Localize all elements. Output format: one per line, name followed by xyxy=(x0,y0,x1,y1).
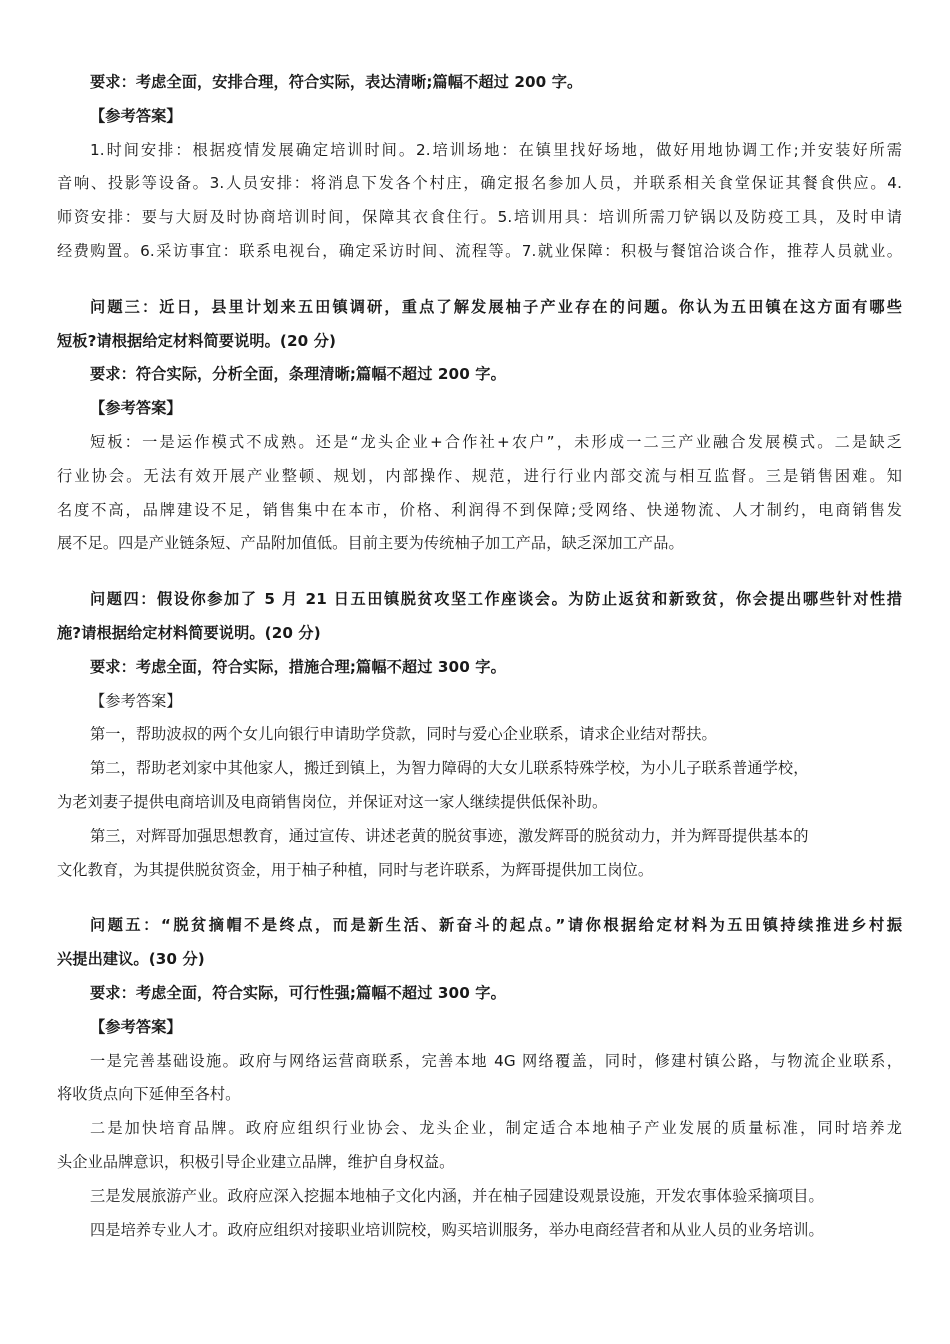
q5-answer-line: 一是完善基础设施。政府与网络运营商联系，完善本地 4G 网络覆盖，同时，修建村镇公路，与物流企业联系， xyxy=(90,1051,902,1070)
q3-question-line: 问题三：近日，县里计划来五田镇调研，重点了解发展柚子产业存在的问题。你认为五田镇在这方面有哪些 xyxy=(90,297,902,316)
q4-answer-line: 第一，帮助波叔的两个女儿向银行申请助学贷款，同时与爱心企业联系，请求企业结对帮扶。 xyxy=(90,725,717,744)
q2-requirement: 要求：考虑全面，安排合理，符合实际，表达清晰;篇幅不超过 200 字。 xyxy=(90,73,583,91)
q4-requirement: 要求：考虑全面，符合实际，措施合理;篇幅不超过 300 字。 xyxy=(90,657,506,676)
q3-answer-line: 展不足。四是产业链条短、产品附加值低。目前主要为传统柚子加工产品，缺乏深加工产品。 xyxy=(57,534,684,553)
q5-answer-line: 四是培养专业人才。政府应组织对接职业培训院校，购买培训服务，举办电商经营者和从业人员的业务培训。 xyxy=(90,1220,824,1239)
q3-answer-heading: 【参考答案】 xyxy=(90,399,182,418)
q5-answer-line: 二是加快培育品牌。政府应组织行业协会、龙头企业，制定适合本地柚子产业发展的质量标准，同时培养龙 xyxy=(90,1119,902,1138)
q3-answer-line: 行业协会。无法有效开展产业整顿、规划，内部操作、规范，进行行业内部交流与相互监督。三是销售困难。知 xyxy=(57,466,902,485)
q4-question-line: 施?请根据给定材料简要说明。(20 分) xyxy=(57,623,321,642)
q5-answer-line: 三是发展旅游产业。政府应深入挖掘本地柚子文化内涵，并在柚子园建设观景设施，开发农事体验采摘项目。 xyxy=(90,1186,824,1205)
q4-answer-heading: 【参考答案】 xyxy=(90,691,182,710)
q2-answer-line: 1.时间安排：根据疫情发展确定培训时间。2.培训场地：在镇里找好场地，做好用地协调工作;并安装好所需 xyxy=(90,140,902,159)
q4-answer-line: 为老刘妻子提供电商培训及电商销售岗位，并保证对这一家人继续提供低保补助。 xyxy=(57,792,608,811)
q3-answer-line: 名度不高，品牌建设不足，销售集中在本市，价格、利润得不到保障;受网络、快递物流、人才制约，电商销售发 xyxy=(57,500,902,519)
q5-question-line: 兴提出建议。(30 分) xyxy=(57,950,205,969)
q3-answer-line: 短板：一是运作模式不成熟。还是“龙头企业+合作社+农户”，未形成一二三产业融合发展模式。二是缺乏 xyxy=(90,432,902,451)
q4-answer-line: 第二，帮助老刘家中其他家人，搬迁到镇上，为智力障碍的大女儿联系特殊学校，为小儿子联系普通学校， xyxy=(90,759,809,778)
q5-answer-heading: 【参考答案】 xyxy=(90,1017,182,1036)
q5-answer-line: 头企业品牌意识，积极引导企业建立品牌，维护自身权益。 xyxy=(57,1152,455,1171)
document-page xyxy=(57,66,902,1247)
q3-requirement: 要求：符合实际，分析全面，条理清晰;篇幅不超过 200 字。 xyxy=(90,365,506,384)
q2-answer-heading: 【参考答案】 xyxy=(90,106,182,125)
q5-answer-line: 将收货点向下延伸至各村。 xyxy=(57,1085,241,1104)
q4-answer-line: 第三，对辉哥加强思想教育，通过宣传、讲述老黄的脱贫事迹，激发辉哥的脱贫动力，并为辉哥提供基本的 xyxy=(90,826,809,845)
q2-answer-line: 音响、投影等设备。3.人员安排：将消息下发各个村庄，确定报名参加人员，并联系相关食堂保证其餐食供应。4. xyxy=(57,174,902,193)
q2-answer-line: 经费购置。6.采访事宜：联系电视台，确定采访时间、流程等。7.就业保障：积极与餐馆洽谈合作，推荐人员就业。 xyxy=(57,241,902,260)
q3-question-line: 短板?请根据给定材料简要说明。(20 分) xyxy=(57,331,337,350)
q2-answer-line: 师资安排：要与大厨及时协商培训时间，保障其衣食住行。5.培训用具：培训所需刀铲锅以及防疫工具，及时申请 xyxy=(57,208,902,227)
q4-answer-line: 文化教育，为其提供脱贫资金，用于柚子种植，同时与老许联系，为辉哥提供加工岗位。 xyxy=(57,860,654,879)
q4-question-line: 问题四：假设你参加了 5 月 21 日五田镇脱贫攻坚工作座谈会。为防止返贫和新致贫，你会提出哪些针对性措 xyxy=(90,590,902,609)
q5-question-line: 问题五：“脱贫摘帽不是终点，而是新生活、新奋斗的起点。”请你根据给定材料为五田镇持续推进乡村振 xyxy=(90,916,902,935)
q5-requirement: 要求：考虑全面，符合实际，可行性强;篇幅不超过 300 字。 xyxy=(90,983,506,1002)
